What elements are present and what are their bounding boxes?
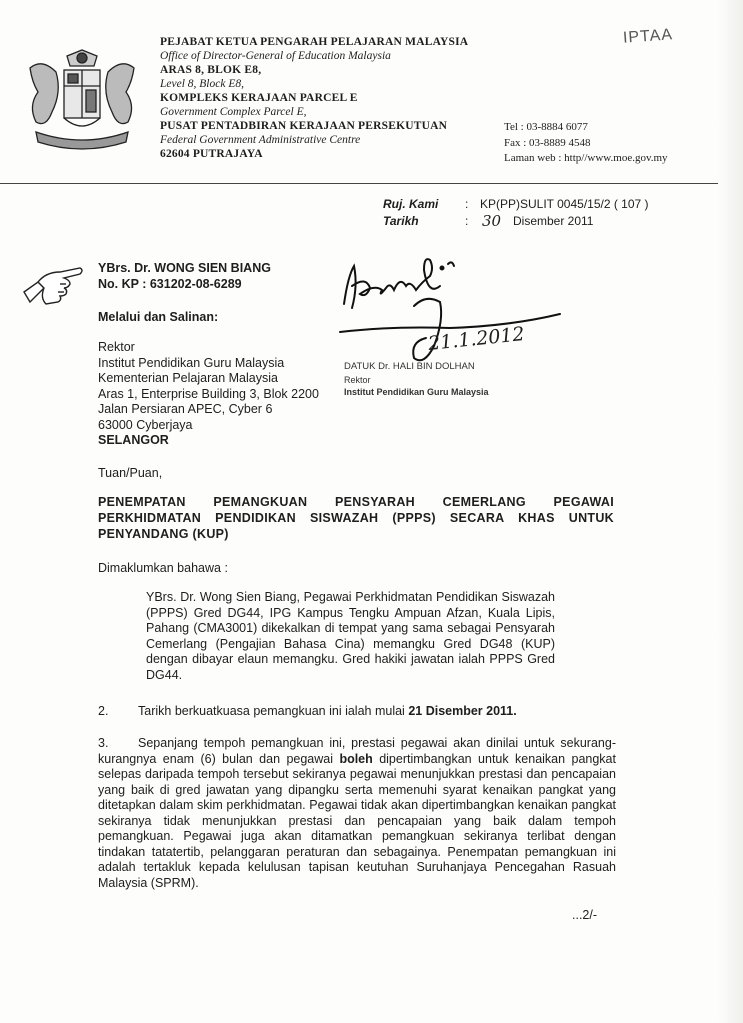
tarikh-colon: :: [465, 214, 469, 228]
website: Laman web : http//www.moe.gov.my: [504, 152, 668, 164]
header-divider: [0, 183, 743, 184]
paragraph-3: [98, 736, 616, 891]
via-label: Melalui dan Salinan:: [98, 310, 219, 324]
letterhead-line: Office of Director-General of Education Malaysia: [160, 50, 391, 62]
address-line: Kementerian Pelajaran Malaysia: [98, 371, 278, 385]
paragraph-bold: boleh: [339, 751, 373, 766]
address-line: Institut Pendidikan Guru Malaysia: [98, 355, 285, 370]
letterhead-line: Level 8, Block E8,: [160, 78, 244, 90]
addressee-name: YBrs. Dr. WONG SIEN BIANG: [98, 261, 271, 275]
handwritten-date: 21.1.2012: [427, 323, 526, 355]
paragraph-2: [98, 704, 517, 718]
paragraph-number: 3.: [98, 736, 109, 750]
received-stamp: IPTAA: [622, 26, 674, 47]
notice-paragraph: YBrs. Dr. Wong Sien Biang, Pegawai Perkhidmatan Pendidikan Siswazah (PPPS) Gred DG44, IPG Kampus Tengku Ampuan Afzan, Kuala Lipis, Pahang (CMA3001) dikekalkan di tempat yang sama sebagai Pensyarah Cemerlang (Pengajian Bahasa Cina) memangku Gred DG48 (KUP) dengan dibayar elaun memangku. Gred hakiki jawatan ialah PPPS Gred DG44.: [146, 590, 555, 682]
letterhead-line: PUSAT PENTADBIRAN KERAJAAN PERSEKUTUAN: [160, 120, 448, 132]
letterhead-line: Government Complex Parcel E,: [160, 106, 307, 118]
letterhead-line: 62604 PUTRAJAYA: [160, 148, 263, 160]
tarikh-label: Tarikh: [383, 214, 419, 228]
letterhead-line: PEJABAT KETUA PENGARAH PELAJARAN MALAYSIA: [160, 36, 469, 48]
rektor-org: Institut Pendidikan Guru Malaysia: [344, 387, 489, 397]
letterhead-line: Federal Government Administrative Centre: [160, 134, 361, 146]
ruj-value: KP(PP)SULIT 0045/15/2 ( 107 ): [480, 197, 649, 211]
rektor-title: Rektor: [344, 374, 371, 385]
effective-date: 21 Disember 2011.: [408, 704, 517, 718]
tel: Tel : 03-8884 6077: [504, 121, 588, 133]
paragraph-number: 2.: [98, 704, 109, 718]
handwritten-signature: [330, 246, 600, 376]
tarikh-value: Disember 2011: [513, 214, 594, 228]
address-line: Rektor: [98, 340, 135, 354]
ruj-colon: :: [465, 197, 469, 211]
address-line: Aras 1, Enterprise Building 3, Blok 2200: [98, 386, 319, 401]
addressee-ic: No. KP : 631202-08-6289: [98, 277, 242, 291]
letterhead-contact: [504, 120, 668, 167]
intro-text: Dimaklumkan bahawa :: [98, 561, 228, 575]
fax: Fax : 03-8889 4548: [504, 136, 591, 149]
address-line: 63000 Cyberjaya: [98, 417, 193, 432]
address-line: Jalan Persiaran APEC, Cyber 6: [98, 402, 273, 416]
rektor-name: DATUK Dr. HALI BIN DOLHAN: [344, 361, 475, 372]
letterhead-line: KOMPLEKS KERAJAAN PARCEL E: [160, 92, 358, 104]
recipient-address: [98, 340, 319, 449]
letterhead-line: ARAS 8, BLOK E8,: [160, 64, 262, 76]
address-state: SELANGOR: [98, 433, 169, 447]
letter-subject: PENEMPATAN PEMANGKUAN PENSYARAH CEMERLANG PEGAWAI PERKHIDMATAN PENDIDIKAN SISWAZAH (PPPS) SECARA KHAS UNTUK PENYANDANG (KUP): [98, 495, 614, 541]
addressee-block: [98, 260, 271, 292]
pointing-hand-icon: [20, 258, 86, 314]
continuation-mark: ...2/-: [572, 908, 598, 922]
tarikh-day-handwritten: 30: [482, 212, 502, 230]
letterhead-address: [160, 35, 468, 161]
salutation: Tuan/Puan,: [98, 466, 163, 480]
ruj-label: Ruj. Kami: [383, 197, 439, 211]
paragraph-text: Tarikh berkuatkuasa pemangkuan ini ialah mulai: [138, 704, 405, 718]
coat-of-arms-icon: [22, 48, 142, 158]
paragraph-text: Sepanjang tempoh pemangkuan ini, prestasi pegawai akan dinilai untuk sekurang-kurangnya enam (6) bulan dan pegawai: [98, 736, 616, 766]
paragraph-text: dipertimbangkan untuk kenaikan pangkat selepas daripada tempoh tersebut sekiranya pegawai menunjukkan prestasi dan pencapaian yang baik di gred jawatan yang dipangku serta memenuhi syarat kenaikan pangkat yang ditetapkan dalam skim perkhidmatan. Pegawai tidak akan dipertimbangkan kenaikan pangkat sekiranya tidak menunjukkan prestasi dan pencapaian yang baik dalam tempoh pemangkuan. Pegawai juga akan ditamatkan pemangkuan sekiranya terlibat dengan tindakan tatatertib, pelanggaran peraturan dan sebagainya. Penempatan pemangkuan ini adalah tertakluk kepada kelulusan tapisan keutuhan Suruhanjaya Pencegahan Rasuah Malaysia (SPRM).: [98, 751, 616, 890]
paper-edge-shadow: [718, 0, 743, 1023]
